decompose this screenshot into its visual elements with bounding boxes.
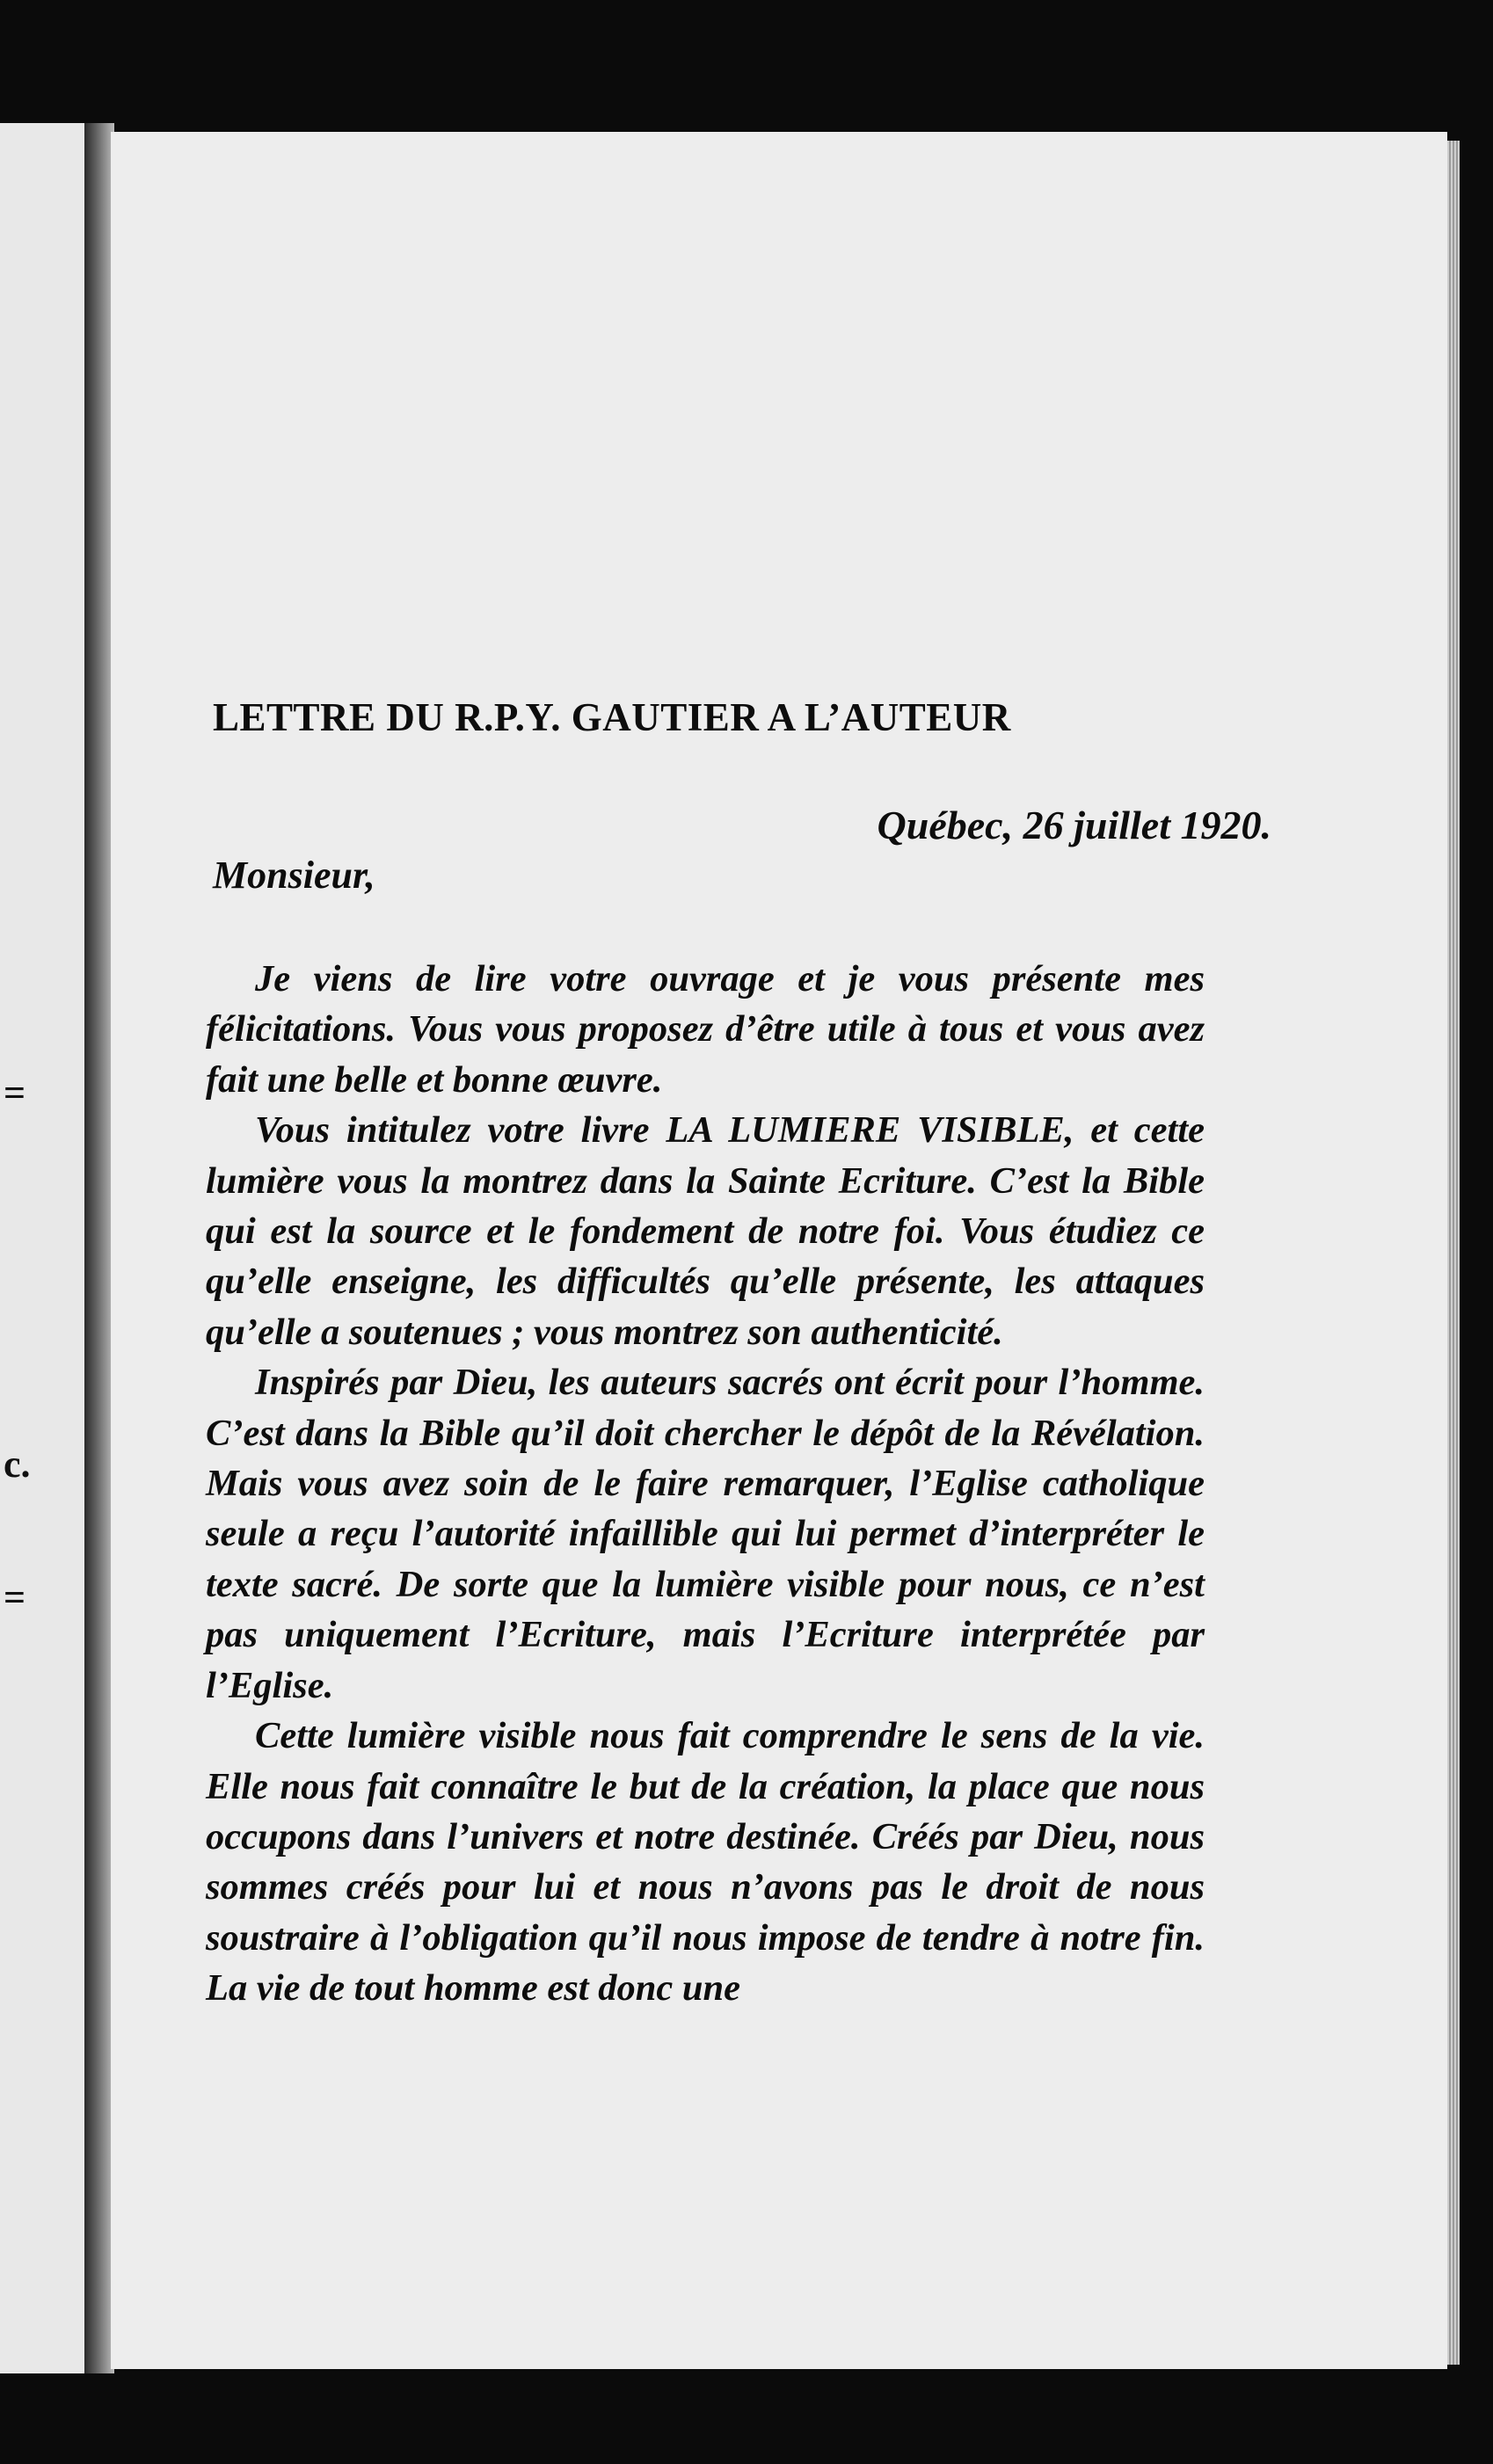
- facing-page-fragment: =: [4, 1576, 26, 1619]
- paragraph: Vous intitulez votre livre LA LUMIERE VISIBLE, et cette lumière vous la montrez dans la Sainte Ecriture. C’est la Bible qui est la source et le fondement de notre foi. Vous étudiez ce qu’elle enseigne, les difficultés qu’elle présente, les attaques qu’elle a soutenues ; vous montrez son authenticité.: [206, 1109, 1205, 1353]
- page-title: LETTRE DU R.P.Y. GAUTIER A L’AUTEUR: [213, 695, 1011, 739]
- facing-page-fragment: c.: [4, 1443, 31, 1486]
- letter-salutation: Monsieur,: [213, 854, 375, 897]
- book-page: [111, 132, 1447, 2369]
- letter-dateline: Québec, 26 juillet 1920.: [877, 803, 1271, 847]
- book-gutter: [84, 123, 114, 2373]
- paragraph: Cette lumière visible nous fait comprendre le sens de la vie. Elle nous fait connaître le but de la création, la place que nous occupons dans l’univers et notre destinée. Créés par Dieu, nous sommes créés pour lui et nous n’avons pas le droit de nous soustraire à l’obligation qu’il nous impose de tendre à notre fin. La vie de tout homme est donc une: [206, 1715, 1205, 2010]
- letter-body: [206, 954, 1205, 2014]
- paragraph: Inspirés par Dieu, les auteurs sacrés ont écrit pour l’homme. C’est dans la Bible qu’il doit chercher le dépôt de la Révélation. Mais vous avez soin de le faire remarquer, l’Eglise catholique seule a reçu l’autorité infaillible qui lui permet d’interpréter le texte sacré. De sorte que la lumière visible pour nous, ce n’est pas uniquement l’Ecriture, mais l’Ecriture interprétée par l’Eglise.: [206, 1362, 1205, 1706]
- facing-page-fragment: =: [4, 1072, 26, 1115]
- paragraph: Je viens de lire votre ouvrage et je vous présente mes félicitations. Vous vous proposez d’être utile à tous et vous avez fait une belle et bonne œuvre.: [206, 958, 1205, 1101]
- page-stack-edge: [1447, 141, 1460, 2365]
